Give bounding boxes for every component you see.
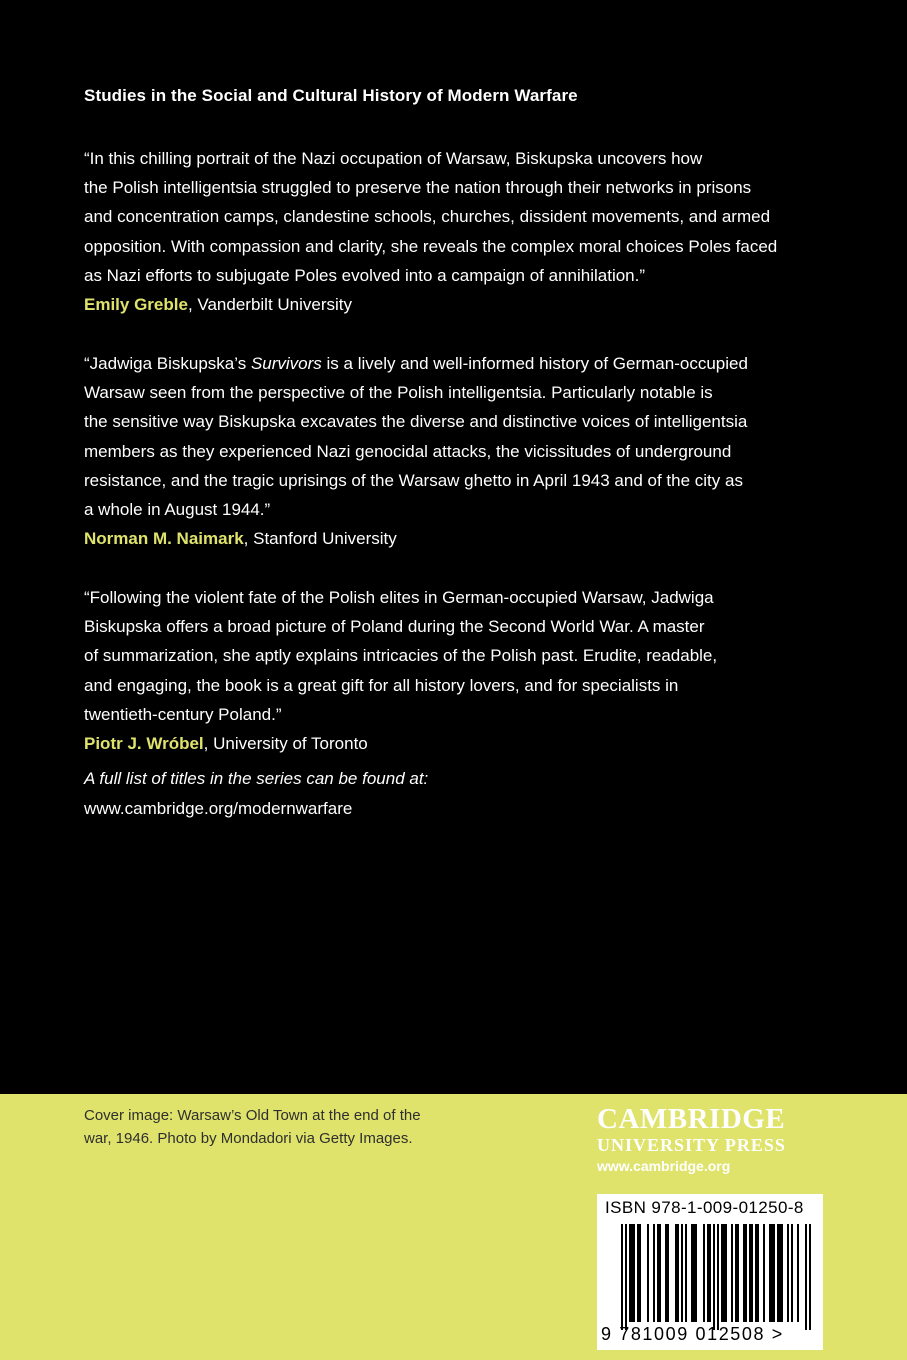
endorser-name: Emily Greble [84,295,188,315]
barcode-bar [707,1224,709,1322]
credit-line: war, 1946. Photo by Mondadori via Getty Images. [84,1130,413,1147]
barcode-bar [787,1224,789,1322]
barcode-bar [809,1224,811,1330]
barcode-bar [737,1224,739,1322]
endorser-affiliation: , University of Toronto [203,734,368,754]
barcode-bar [657,1224,659,1322]
series-title: Studies in the Social and Cultural History of Modern Warfare [84,86,578,105]
barcode-bar [791,1224,793,1322]
quote-line: twentieth-century Poland.” [84,704,282,724]
publisher-website: www.cambridge.org [597,1158,731,1174]
barcode-bar [685,1224,687,1322]
endorsement-blurb [84,583,844,758]
book-title: Survivors [250,354,322,373]
quote-text: is a lively and well-informed history of German-occupied [321,354,748,373]
blurb-attribution [84,524,844,553]
barcode-bar [653,1224,655,1322]
series-url: www.cambridge.org/modernwarfare [84,799,353,818]
quote-line: and engaging, the book is a great gift for all history lovers, and for specialists in [84,675,679,695]
barcode-bar [647,1224,649,1322]
barcode-bar [667,1224,669,1322]
barcode-bar [773,1224,775,1322]
barcode-bar [805,1224,807,1330]
blurb-attribution [84,290,844,319]
barcode-bar [681,1224,683,1322]
blurb-quote [84,349,844,524]
barcode-bar [721,1224,723,1322]
quote-line: of summarization, she aptly explains intricacies of the Polish past. Erudite, readable, [84,646,718,666]
barcode-bar [779,1224,781,1322]
barcode-bar [665,1224,667,1322]
blurb-quote [84,583,844,729]
series-note-text: A full list of titles in the series can be found at: [84,769,429,788]
publisher-subname: UNIVERSITY PRESS [597,1135,786,1155]
barcode-bar [709,1224,711,1322]
barcode-bar [723,1224,725,1322]
barcode-bar [743,1224,745,1322]
quote-line: the sensitive way Biskupska excavates the diverse and distinctive voices of intelligentsia [84,412,748,432]
barcode-bar [713,1224,715,1330]
barcode-bar [639,1224,641,1322]
barcode-bar [735,1224,737,1322]
barcode-bar [675,1224,677,1322]
credit-line: Cover image: Warsaw’s Old Town at the end of the [84,1107,421,1124]
series-note [84,764,844,824]
publisher-logo [597,1104,827,1176]
quote-line: the Polish intelligentsia struggled to preserve the nation through their networks in prisons [84,178,752,198]
quote-line: resistance, and the tragic uprisings of the Warsaw ghetto in April 1943 and of the city as [84,470,743,490]
barcode-bar [731,1224,733,1322]
quote-line [84,354,748,373]
endorser-affiliation: , Vanderbilt University [187,295,353,315]
quote-line: opposition. With compassion and clarity, she reveals the complex moral choices Poles faced [84,236,778,256]
quote-line: Warsaw seen from the perspective of the Polish intelligentsia. Particularly notable is [84,383,713,403]
quote-line: a whole in August 1944.” [84,500,271,520]
barcode-bar [625,1224,627,1330]
publisher-name: CAMBRIDGE [597,1103,786,1135]
barcode-bar [751,1224,753,1322]
quote-line: “Following the violent fate of the Polish elites in German-occupied Warsaw, Jadwiga [84,588,714,607]
barcode-bar [797,1224,799,1322]
quote-line: members as they experienced Nazi genocidal attacks, the vicissitudes of underground [84,441,732,461]
isbn-label: ISBN 978-1-009-01250-8 [605,1198,804,1217]
isbn-barcode [597,1194,823,1350]
barcode-bar [755,1224,757,1322]
endorser-name: Piotr J. Wróbel [84,734,204,754]
quote-text: “Jadwiga Biskupska’s [84,354,251,373]
barcode-bar [631,1224,633,1322]
barcode-bar [703,1224,705,1322]
barcode-bar [781,1224,783,1322]
blurb-quote [84,144,844,290]
back-cover-footer-band [0,1094,907,1360]
quote-line: “In this chilling portrait of the Nazi occupation of Warsaw, Biskupska uncovers how [84,149,703,168]
quote-line: as Nazi efforts to subjugate Poles evolved into a campaign of annihilation.” [84,265,646,285]
endorser-affiliation: , Stanford University [243,529,397,549]
barcode-bar [637,1224,639,1322]
barcode-bar [717,1224,719,1330]
barcode-bar [695,1224,697,1322]
quote-line: Biskupska offers a broad picture of Poland during the Second World War. A master [84,617,705,637]
barcode-bar [633,1224,635,1322]
barcode-bar [769,1224,771,1322]
barcode-bar [621,1224,623,1330]
barcode-bar [763,1224,765,1322]
barcode-bar [745,1224,747,1322]
barcode-digits: 9 781009 012508 > [601,1324,784,1344]
endorser-name: Norman M. Naimark [84,529,244,549]
blurb-attribution [84,729,844,758]
barcode-bar [757,1224,759,1322]
barcode-bar [777,1224,779,1322]
barcode-bar [693,1224,695,1322]
barcode-bar [629,1224,631,1322]
quote-line: and concentration camps, clandestine schools, churches, dissident movements, and armed [84,207,771,227]
cover-image-credit [84,1104,474,1150]
endorsement-blurb [84,144,844,319]
endorsement-blurb [84,349,844,553]
barcode-bar [749,1224,751,1322]
barcode-bar [691,1224,693,1322]
barcode-bar [677,1224,679,1322]
barcode-bar [725,1224,727,1322]
barcode-bar [659,1224,661,1322]
barcode-bar [771,1224,773,1322]
